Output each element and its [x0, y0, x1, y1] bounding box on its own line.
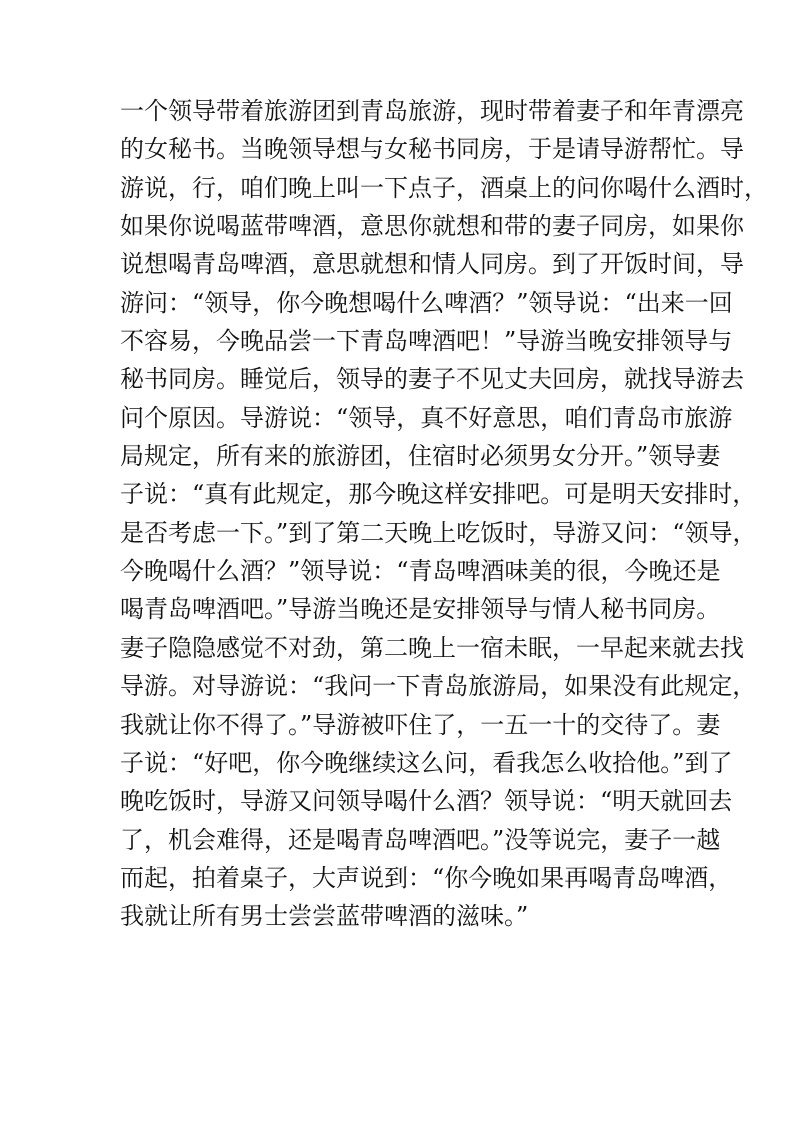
text-line: 一个领导带着旅游团到青岛旅游，现时带着妻子和年青漂亮	[120, 97, 744, 125]
text-line: 我就让所有男士尝尝蓝带啤酒的滋味。”	[120, 902, 529, 931]
text-line: 不容易，今晚品尝一下青岛啤酒吧！”导游当晚安排领导与	[120, 327, 733, 356]
text-line: 而起，拍着桌子，大声说到：“你今晚如果再喝青岛啤酒，	[120, 863, 733, 892]
text-line: 是否考虑一下。”到了第二天晚上吃饭时，导游又问：“领导，	[120, 518, 757, 547]
text-line: 妻子隐隐感觉不对劲，第二晚上一宿未眠，一早起来就去找	[120, 633, 744, 662]
text-line: 今晚喝什么酒？”领导说：“青岛啤酒味美的很，今晚还是	[120, 557, 721, 586]
text-line: 我就让你不得了。”导游被吓住了，一五一十的交待了。妻	[120, 710, 721, 739]
text-line: 问个原因。导游说：“领导，真不好意思，咱们青岛市旅游	[120, 403, 733, 432]
text-line: 局规定，所有来的旅游团，住宿时必须男女分开。”领导妻	[120, 442, 721, 471]
text-line: 游问：“领导，你今晚想喝什么啤酒？”领导说：“出来一回	[120, 288, 733, 317]
story-paragraph	[120, 92, 768, 936]
text-line: 说想喝青岛啤酒，意思就想和情人同房。到了开饭时间，导	[120, 250, 744, 279]
text-line: 了，机会难得，还是喝青岛啤酒吧。”没等说完，妻子一越	[120, 825, 721, 854]
text-line: 如果你说喝蓝带啤酒，意思你就想和带的妻子同房，如果你	[120, 212, 744, 241]
text-line: 的女秘书。当晚领导想与女秘书同房，于是请导游帮忙。导	[120, 135, 744, 164]
text-line: 导游。对导游说：“我问一下青岛旅游局，如果没有此规定，	[120, 672, 757, 701]
text-line: 晚吃饭时，导游又问领导喝什么酒？领导说：“明天就回去	[120, 787, 733, 816]
text-line: 子说：“真有此规定，那今晚这样安排吧。可是明天安排时，	[120, 480, 757, 509]
text-line: 秘书同房。睡觉后，领导的妻子不见丈夫回房，就找导游去	[120, 365, 744, 394]
text-line: 子说：“好吧，你今晚继续这么问，看我怎么收拾他。”到了	[120, 748, 733, 777]
text-line: 喝青岛啤酒吧。”导游当晚还是安排领导与情人秘书同房。	[120, 595, 721, 624]
text-line: 游说，行，咱们晚上叫一下点子，酒桌上的问你喝什么酒时，	[120, 173, 768, 202]
